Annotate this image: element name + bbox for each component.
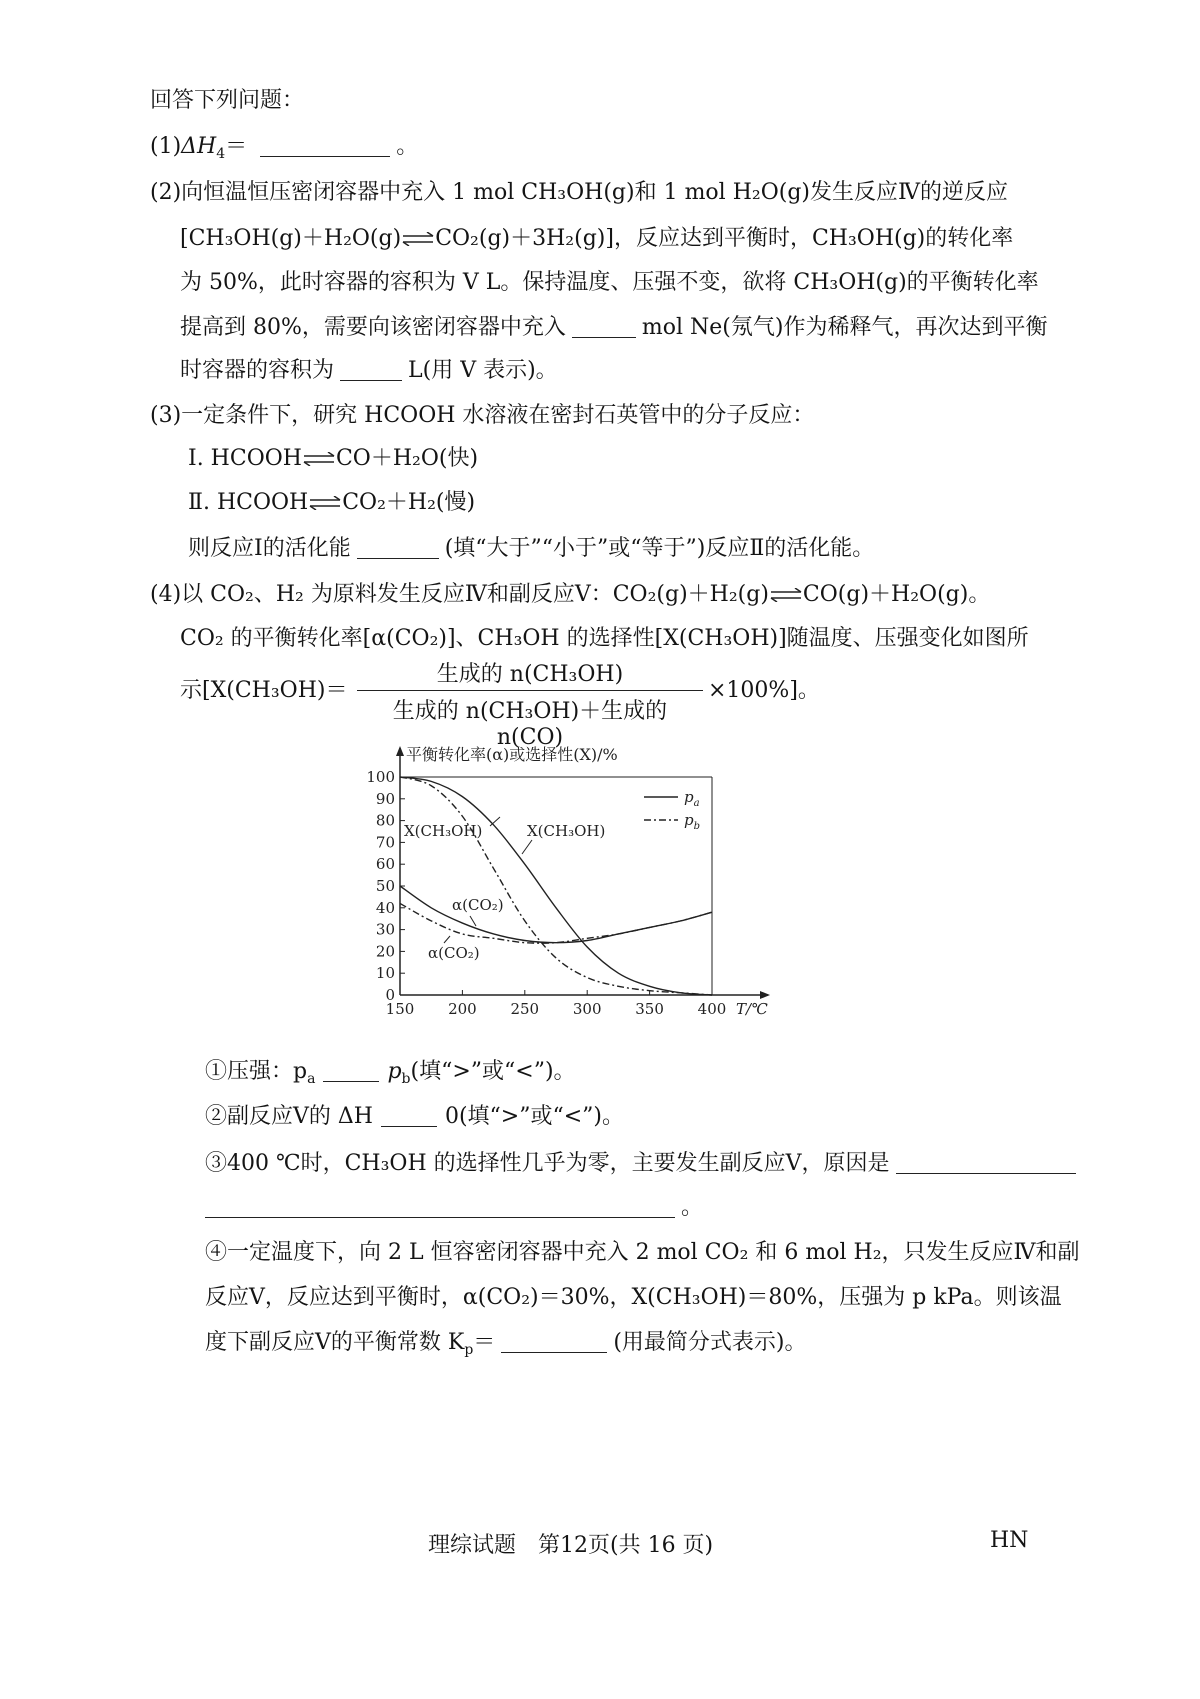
q2-line2-b: CO₂(g)＋3H₂(g)]，反应达到平衡时，CH₃OH(g)的转化率	[435, 226, 1014, 251]
x-tick-label: 400	[697, 1000, 727, 1018]
chart-series	[400, 777, 712, 995]
s1-b: p	[387, 1059, 402, 1084]
curve-annotation: α(CO₂)	[452, 896, 504, 914]
curve-annotation: X(CH₃OH)	[527, 822, 606, 840]
fraction-bar	[357, 690, 703, 691]
legend-entry: $p_a$	[684, 788, 700, 809]
q4-sub-3	[205, 1149, 1076, 1179]
q4-line1	[150, 580, 990, 610]
y-tick-label: 90	[375, 789, 395, 808]
x-tick-label: 200	[448, 1000, 477, 1018]
q1-end: 。	[396, 134, 419, 159]
fraction-denominator: 生成的 n(CH₃OH)＋生成的 n(CO)	[392, 699, 668, 750]
x-tick-label: 150	[385, 1000, 415, 1018]
legend-entry: $p_b$	[684, 811, 701, 832]
chart-labels	[366, 745, 768, 1018]
equilibrium-arrow-icon	[769, 588, 803, 602]
q4-line3-a: 示[X(CH₃OH)＝	[180, 678, 348, 703]
s3-blank-reason-2[interactable]	[205, 1193, 675, 1218]
q4-sub-2	[205, 1102, 624, 1132]
q2-line2	[180, 224, 1013, 254]
q4-sub-4-line3	[205, 1328, 806, 1365]
fraction-numerator: 生成的 n(CH₃OH)	[436, 662, 624, 687]
series-line-1	[400, 777, 712, 995]
equilibrium-arrow-icon	[302, 452, 336, 466]
equilibrium-chart	[360, 740, 800, 1030]
s2-a: ②副反应Ⅴ的 ΔH	[205, 1104, 373, 1129]
q1-label: (1)	[150, 134, 182, 159]
equilibrium-arrow-icon	[401, 232, 435, 246]
q2-blank-volume[interactable]	[340, 356, 402, 381]
q3-blank-activation[interactable]	[357, 534, 439, 559]
s3-blank-reason-1[interactable]	[896, 1149, 1076, 1174]
annotation-leader	[522, 840, 532, 854]
q1-answer-blank[interactable]	[260, 132, 390, 157]
annotation-leader	[490, 817, 500, 826]
s1-blank-pressure[interactable]	[323, 1057, 379, 1082]
q2-line4-b: mol Ne(氖气)作为稀释气，再次达到平衡	[641, 315, 1048, 340]
page-footer-title: 理综试题 第12页(共 16 页)	[428, 1533, 714, 1558]
q3-r2-a: Ⅱ. HCOOH	[188, 490, 309, 515]
s1-a: ①压强：p	[205, 1059, 308, 1084]
q1-equals: ＝	[225, 134, 248, 159]
curve-annotation: X(CH₃OH)	[404, 822, 483, 840]
s1-c: (填“>”或“<”)。	[410, 1059, 576, 1084]
series-line-2	[400, 777, 712, 995]
q3-line1: (3)一定条件下，研究 HCOOH 水溶液在密封石英管中的分子反应：	[150, 403, 815, 428]
y-tick-label: 20	[375, 942, 395, 961]
y-tick-label: 30	[375, 920, 395, 939]
s4-a: 度下副反应Ⅴ的平衡常数 K	[205, 1330, 465, 1355]
series-line-4	[400, 903, 712, 943]
q4-line3-b: ×100%]。	[708, 678, 820, 703]
legend-entry-sub: a	[693, 798, 700, 809]
x-tick-label: 350	[635, 1000, 664, 1018]
x-tick-label: 300	[572, 1000, 602, 1018]
s3-end: 。	[681, 1195, 704, 1220]
question-1	[150, 132, 418, 169]
q4-line1-b: CO(g)＋H₂O(g)。	[802, 582, 991, 607]
q1-delta-h: ΔH	[181, 134, 217, 159]
q2-line4-a: 提高到 80%，需要向该密闭容器中充入	[180, 315, 566, 340]
intro-text: 回答下列问题：	[150, 88, 305, 113]
s4-b: ＝	[473, 1330, 496, 1355]
q4-line1-a: (4)以 CO₂、H₂ 为原料发生反应Ⅳ和副反应Ⅴ：CO₂(g)＋H₂(g)	[150, 582, 769, 607]
y-tick-label: 10	[375, 964, 395, 983]
q4-sub-3-cont	[205, 1193, 703, 1223]
q4-sub-1	[205, 1057, 576, 1094]
y-tick-label: 40	[375, 898, 395, 917]
s4-sub: p	[464, 1342, 474, 1358]
q2-line1: (2)向恒温恒压密闭容器中充入 1 mol CH₃OH(g)和 1 mol H₂O(g)发生反应Ⅳ的逆反应	[150, 180, 1008, 205]
q2-line5-a: 时容器的容积为	[180, 358, 335, 383]
s2-b: 0(填“>”或“<”)。	[444, 1104, 624, 1129]
q3-line4	[188, 534, 874, 564]
q3-r1-b: CO＋H₂O(快)	[335, 446, 479, 471]
y-tick-label: 100	[366, 768, 395, 786]
q4-sub-4-line1: ④一定温度下，向 2 L 恒容密闭容器中充入 2 mol CO₂ 和 6 mol H₂，只发生反应Ⅳ和副	[205, 1240, 1080, 1265]
y-tick-label: 50	[375, 877, 395, 895]
s4-c: (用最简分式表示)。	[613, 1330, 807, 1355]
q3-reaction-1	[188, 444, 478, 474]
s1-sub-a: a	[307, 1071, 316, 1087]
q2-line2-a: [CH₃OH(g)＋H₂O(g)	[180, 226, 402, 251]
y-tick-label: 60	[375, 855, 395, 874]
y-axis-label: 平衡转化率(α)或选择性(X)/%	[406, 745, 618, 764]
x-axis-arrow	[760, 991, 770, 999]
q2-blank-ne-amount[interactable]	[572, 313, 636, 338]
q3-reaction-2	[188, 488, 475, 518]
x-tick-label: 250	[510, 1000, 540, 1018]
page-footer-code: HN	[990, 1528, 1029, 1553]
curve-annotation: α(CO₂)	[428, 944, 480, 962]
q4-line2: CO₂ 的平衡转化率[α(CO₂)]、CH₃OH 的选择性[X(CH₃OH)]随温度、压强变化如图所	[180, 626, 1029, 651]
q3-line4-a: 则反应Ⅰ的活化能	[188, 536, 351, 561]
q3-line4-b: (填“大于”“小于”或“等于”)反应Ⅱ的活化能。	[444, 536, 875, 561]
q4-sub-4-line2: 反应Ⅴ，反应达到平衡时，α(CO₂)＝30%，X(CH₃OH)＝80%，压强为 p kPa。则该温	[205, 1285, 1062, 1310]
q1-sub: 4	[216, 146, 226, 162]
y-axis-arrow	[396, 746, 404, 756]
equilibrium-arrow-icon	[308, 496, 342, 510]
q2-line5-b: L(用 V 表示)。	[408, 358, 558, 383]
series-line-3	[400, 886, 712, 943]
s1-sub-b: b	[401, 1071, 411, 1087]
s4-blank-kp[interactable]	[501, 1328, 607, 1353]
q2-line5	[180, 356, 558, 386]
q3-r2-b: CO₂＋H₂(慢)	[342, 490, 476, 515]
q2-line4	[180, 313, 1047, 343]
x-axis-label: T/℃	[736, 1000, 768, 1018]
annotation-leader	[444, 936, 450, 943]
annotation-leader	[470, 916, 476, 926]
legend-entry-sub: b	[693, 821, 701, 832]
y-tick-label: 80	[375, 811, 395, 830]
y-tick-label: 0	[385, 986, 395, 1004]
s2-blank-enthalpy[interactable]	[381, 1102, 437, 1127]
y-tick-label: 70	[375, 833, 395, 852]
q3-r1-a: Ⅰ. HCOOH	[188, 446, 302, 471]
s3-a: ③400 ℃时，CH₃OH 的选择性几乎为零，主要发生副反应Ⅴ，原因是	[205, 1151, 890, 1176]
q2-line3: 为 50%，此时容器的容积为 V L。保持温度、压强不变，欲将 CH₃OH(g)的平衡转化率	[180, 270, 1039, 295]
